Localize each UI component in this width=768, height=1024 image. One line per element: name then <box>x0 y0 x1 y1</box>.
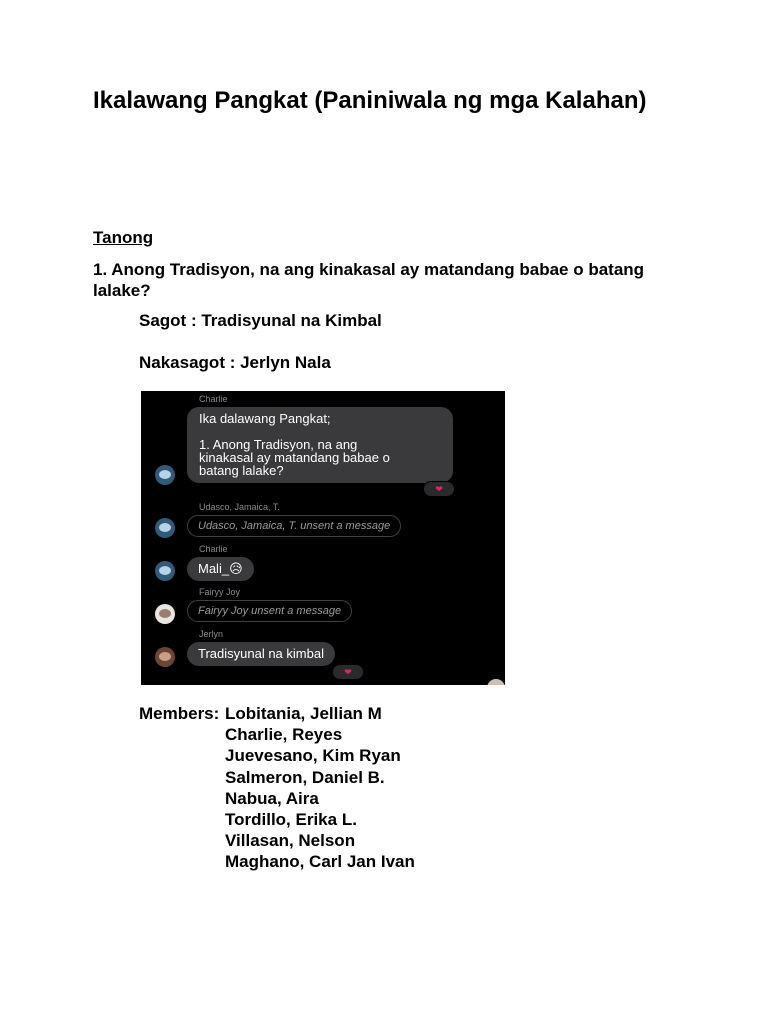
answered-by-text: Nakasagot : Jerlyn Nala <box>139 353 331 372</box>
members-list <box>225 703 415 873</box>
avatar <box>155 561 175 581</box>
avatar <box>155 465 175 485</box>
member-name: Maghano, Carl Jan Ivan <box>225 852 415 872</box>
unsent-message-bubble: Fairyy Joy unsent a message <box>187 600 352 622</box>
heart-reaction-icon: ❤ <box>332 664 364 680</box>
document-title: Ikalawang Pangkat (Paniniwala ng mga Kalahan) <box>93 87 647 114</box>
message-bubble: Mali_😥 <box>187 557 254 581</box>
member-name: Nabua, Aira <box>225 788 319 808</box>
answer-text: Sagot : Tradisyunal na Kimbal <box>139 311 382 330</box>
member-name: Tordillo, Erika L. <box>225 810 357 830</box>
sender-name: Charlie <box>199 544 228 554</box>
heart-reaction-icon: ❤ <box>423 481 455 497</box>
message-bubble: Tradisyunal na kimbal <box>187 642 335 666</box>
member-name: Salmeron, Daniel B. <box>225 767 385 787</box>
chat-screenshot <box>141 391 505 685</box>
avatar <box>155 647 175 667</box>
avatar <box>487 679 505 685</box>
member-name: Juevesano, Kim Ryan <box>225 746 401 766</box>
message-text: Ika dalawang Pangkat; <box>199 411 331 426</box>
unsent-message-bubble: Udasco, Jamaica, T. unsent a message <box>187 515 401 537</box>
member-name: Charlie, Reyes <box>225 725 343 745</box>
member-name: Lobitania, Jellian M <box>225 704 382 723</box>
sender-name: Udasco, Jamaica, T. <box>199 502 280 512</box>
sender-name: Fairyy Joy <box>199 587 241 597</box>
members-label: Members: <box>139 704 220 723</box>
sender-name: Jerlyn <box>199 629 224 639</box>
avatar <box>155 518 175 538</box>
sender-name: Charlie <box>199 394 228 404</box>
member-name: Villasan, Nelson <box>225 831 356 851</box>
avatar <box>155 604 175 624</box>
message-bubble <box>187 407 453 483</box>
message-text: 1. Anong Tradisyon, na ang kinakasal ay matandang babae o batang lalake? <box>199 437 390 478</box>
question-text: 1. Anong Tradisyon, na ang kinakasal ay matandang babae o batang lalake? <box>93 260 645 300</box>
section-heading: Tanong <box>93 228 154 247</box>
